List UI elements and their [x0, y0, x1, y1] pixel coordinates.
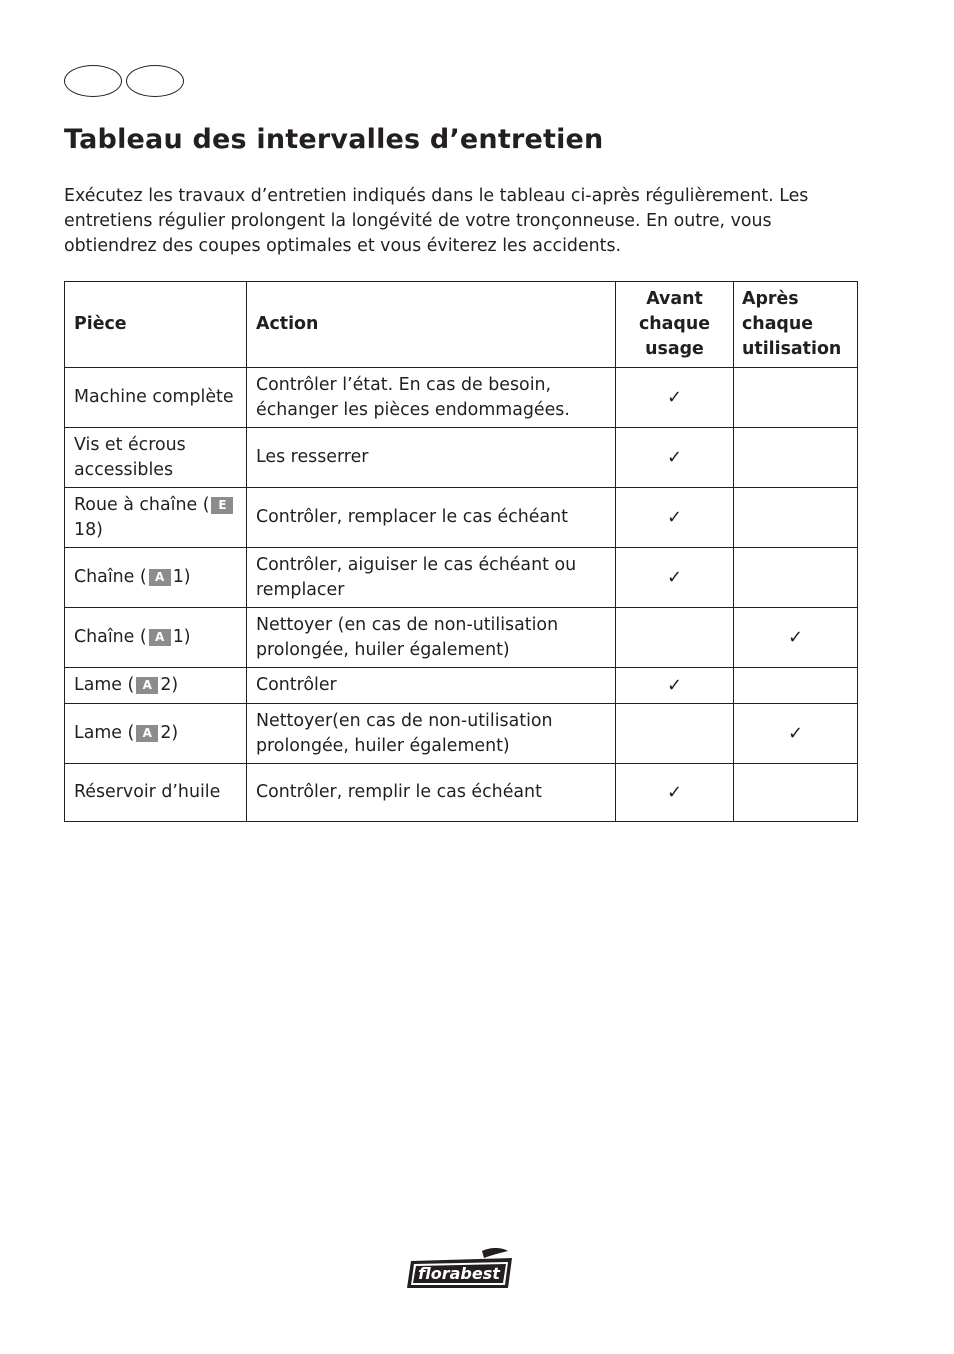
cell-piece	[65, 488, 247, 548]
piece-text: Lame (	[74, 675, 135, 695]
piece-reference-number: 2)	[160, 675, 179, 695]
cell-avant-check	[616, 704, 734, 764]
maintenance-table	[64, 281, 858, 822]
cell-action: Nettoyer(en cas de non-utilisation prolongée, huiler également)	[247, 704, 616, 764]
figure-reference-badge: A	[136, 725, 158, 742]
piece-text: Vis et écrous accessibles	[74, 434, 186, 480]
cell-action: Les resserrer	[247, 428, 616, 488]
table-row	[65, 704, 858, 764]
cell-apres-check	[734, 668, 858, 704]
language-indicator	[64, 65, 188, 97]
table-header-row	[65, 282, 858, 368]
table-row	[65, 428, 858, 488]
cell-apres-check: ✓	[734, 608, 858, 668]
header-apres: Après chaque utilisation	[734, 282, 858, 368]
cell-action: Contrôler l’état. En cas de besoin, échanger les pièces endommagées.	[247, 368, 616, 428]
piece-text: Roue à chaîne (	[74, 494, 210, 515]
header-avant: Avant chaque usage	[616, 282, 734, 368]
cell-avant-check: ✓	[616, 668, 734, 704]
cell-piece	[65, 548, 247, 608]
piece-reference-number: 18)	[74, 519, 103, 540]
figure-reference-badge: E	[211, 497, 233, 514]
table-row	[65, 548, 858, 608]
page-title: Tableau des intervalles d’entretien	[64, 124, 604, 155]
piece-text: Chaîne (	[74, 567, 147, 587]
cell-avant-check: ✓	[616, 368, 734, 428]
cell-piece	[65, 428, 247, 488]
cell-action: Nettoyer (en cas de non-utilisation prolongée, huiler également)	[247, 608, 616, 668]
cell-avant-check: ✓	[616, 428, 734, 488]
header-piece: Pièce	[65, 282, 247, 368]
cell-action: Contrôler, remplacer le cas échéant	[247, 488, 616, 548]
cell-action: Contrôler, aiguiser le cas échéant ou remplacer	[247, 548, 616, 608]
cell-avant-check	[616, 608, 734, 668]
cell-apres-check	[734, 548, 858, 608]
cell-avant-check: ✓	[616, 548, 734, 608]
cell-action: Contrôler	[247, 668, 616, 704]
cell-apres-check	[734, 368, 858, 428]
language-oval-left	[64, 65, 122, 97]
figure-reference-badge: A	[149, 629, 171, 646]
header-action: Action	[247, 282, 616, 368]
table-row	[65, 764, 858, 822]
intro-paragraph: Exécutez les travaux d’entretien indiqués dans le tableau ci-après régulièrement. Les entretiens régulier prolongent la longévité de votre tronçonneuse. En outre, vous obtiendrez des coupes optimales et vous éviterez les accidents.	[64, 186, 809, 256]
table-row	[65, 608, 858, 668]
cell-avant-check: ✓	[616, 488, 734, 548]
table-row	[65, 668, 858, 704]
cell-piece	[65, 704, 247, 764]
cell-piece	[65, 668, 247, 704]
table-row	[65, 488, 858, 548]
cell-piece	[65, 608, 247, 668]
cell-apres-check	[734, 428, 858, 488]
language-oval-right	[126, 65, 184, 97]
piece-text: Chaîne (	[74, 627, 147, 647]
logo-text: florabest	[418, 1264, 500, 1283]
piece-text: Machine complète	[74, 387, 234, 407]
cell-piece	[65, 764, 247, 822]
piece-reference-number: 1)	[172, 567, 191, 587]
cell-piece	[65, 368, 247, 428]
florabest-logo	[404, 1247, 518, 1289]
cell-apres-check	[734, 764, 858, 822]
cell-apres-check	[734, 488, 858, 548]
cell-apres-check: ✓	[734, 704, 858, 764]
piece-reference-number: 1)	[172, 627, 191, 647]
cell-avant-check: ✓	[616, 764, 734, 822]
piece-reference-number: 2)	[160, 723, 179, 743]
table-row	[65, 368, 858, 428]
figure-reference-badge: A	[149, 569, 171, 586]
table-body	[65, 368, 858, 822]
piece-text: Lame (	[74, 723, 135, 743]
figure-reference-badge: A	[136, 677, 158, 694]
cell-action: Contrôler, remplir le cas échéant	[247, 764, 616, 822]
piece-text: Réservoir d’huile	[74, 782, 221, 802]
